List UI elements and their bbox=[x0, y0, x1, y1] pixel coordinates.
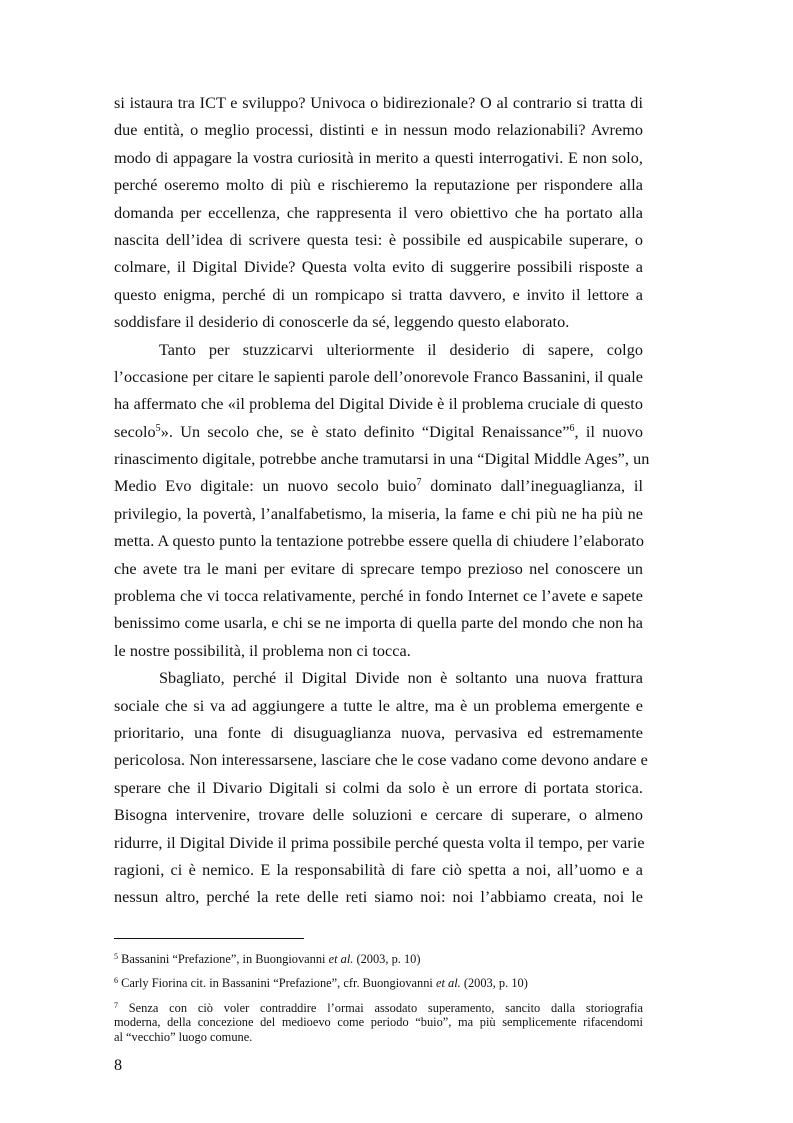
text-line: l’occasione per citare le sapienti parole dell’onorevole Franco Bassanini, il quale bbox=[114, 367, 643, 386]
text-segment: , il nuovo bbox=[574, 422, 643, 441]
text-segment: dominato dall’ineguaglianza, il bbox=[421, 477, 643, 496]
footnote-6 bbox=[114, 976, 643, 990]
footnote-line bbox=[114, 976, 643, 990]
text-line: nascita dell’idea di scrivere questa tesi: è possibile ed auspicabile superare, o bbox=[114, 230, 643, 249]
footnote-5 bbox=[114, 952, 643, 966]
text-line: ridurre, il Digital Divide il prima possibile perché questa volta il tempo, per varie bbox=[114, 833, 645, 852]
footnote-ref-7[interactable]: 7 bbox=[416, 477, 422, 489]
text-line: pericolosa. Non interessarsene, lasciare che le cose vadano come devono andare e bbox=[114, 751, 648, 770]
footnotes bbox=[114, 952, 643, 1044]
footnote-number: 7 bbox=[114, 1000, 118, 1010]
footnote-italic: et al. bbox=[435, 976, 461, 991]
text-line: rinascimento digitale, potrebbe anche tramutarsi in una “Digital Middle Ages”, un bbox=[114, 450, 650, 469]
text-line: ha affermato che «il problema del Digital Divide è il problema cruciale di questo bbox=[114, 395, 643, 414]
text-line: soddisfare il desiderio di conoscerle da sé, leggendo questo elaborato. bbox=[114, 313, 570, 332]
text-line: Bisogna intervenire, trovare delle soluzioni e cercare di superare, o almeno bbox=[114, 806, 643, 825]
text-line: sociale che si va ad aggiungere a tutte le altre, ma è un problema emergente e bbox=[114, 696, 643, 715]
footnote-7 bbox=[114, 1001, 643, 1044]
text-line: problema che vi tocca relativamente, perché in fondo Internet ce l’avete e sapete bbox=[114, 587, 643, 606]
text-segment: secolo bbox=[114, 422, 156, 441]
text-line: si istaura tra ICT e sviluppo? Univoca o bidirezionale? O al contrario si tratta di bbox=[114, 94, 643, 112]
paragraph-3 bbox=[114, 665, 648, 912]
body-text bbox=[114, 90, 650, 912]
text-line: Tanto per stuzzicarvi ulteriormente il desiderio di sapere, colgo bbox=[159, 340, 643, 359]
footnote-separator bbox=[114, 938, 304, 939]
text-line: domanda per eccellenza, che rappresenta il vero obiettivo che ha portato alla bbox=[114, 203, 643, 222]
text-line: benissimo come usarla, e chi se ne importa di quella parte del mondo che non ha bbox=[114, 614, 643, 633]
text-line: colmare, il Digital Divide? Questa volta evito di suggerire possibili risposte a bbox=[114, 258, 643, 277]
footnote-italic: et al. bbox=[328, 952, 354, 966]
text-line: metta. A questo punto la tentazione potrebbe essere quella di chiudere l’elaborato bbox=[114, 532, 645, 551]
paragraph-1 bbox=[114, 90, 643, 337]
text-line bbox=[114, 473, 643, 500]
text-line: prioritario, una fonte di disuguaglianza nuova, pervasiva ed estremamente bbox=[114, 723, 643, 742]
footnote-line bbox=[114, 952, 643, 966]
footnote-text: (2003, p. 10) bbox=[353, 952, 421, 966]
footnote-text: (2003, p. 10) bbox=[460, 976, 528, 991]
footnote-line bbox=[114, 1001, 643, 1015]
text-line: ragioni, ci è nemico. E la responsabilità di fare ciò spetta a noi, all’uomo e a bbox=[114, 860, 643, 879]
footnote-line: moderna, della concezione del medioevo come periodo “buio”, ma più semplicemente rifacendomi bbox=[114, 1015, 643, 1030]
footnote-line: al “vecchio” luogo comune. bbox=[114, 1029, 253, 1044]
footnote-text: Senza con ciò voler contraddire l’ormai assodato superamento, sancito dalla storiografia bbox=[118, 1000, 643, 1015]
text-line: sperare che il Divario Digitali si colmi da solo è un errore di portata storica. bbox=[114, 778, 643, 797]
text-line bbox=[114, 419, 643, 446]
footnote-ref-5[interactable]: 5 bbox=[155, 422, 161, 434]
text-line: privilegio, la povertà, l’analfabetismo, la miseria, la fame e chi più ne ha più ne bbox=[114, 504, 643, 523]
text-line: le nostre possibilità, il problema non ci tocca. bbox=[114, 641, 411, 660]
text-segment: Medio Evo digitale: un nuovo secolo buio bbox=[114, 477, 417, 496]
text-line: questo enigma, perché di un rompicapo si tratta davvero, e invito il lettore a bbox=[114, 285, 643, 304]
text-line: due entità, o meglio processi, distinti e in nessun modo relazionabili? Avremo bbox=[114, 121, 643, 140]
text-line: Sbagliato, perché il Digital Divide non è soltanto una nuova frattura bbox=[159, 669, 643, 688]
footnote-number: 5 bbox=[114, 952, 118, 961]
footnote-text: Carly Fiorina cit. in Bassanini “Prefazione”, cfr. Buongiovanni bbox=[118, 976, 436, 991]
paragraph-2 bbox=[114, 337, 650, 666]
text-segment: ». Un secolo che, se è stato definito “Digital Renaissance” bbox=[160, 422, 570, 441]
footnote-ref-6[interactable]: 6 bbox=[569, 422, 575, 434]
page-number: 8 bbox=[114, 1056, 123, 1074]
text-line: perché oseremo molto di più e rischieremo la reputazione per rispondere alla bbox=[114, 176, 643, 195]
text-line: modo di appagare la vostra curiosità in merito a questi interrogativi. E non solo, bbox=[114, 148, 643, 167]
text-line: che avete tra le mani per evitare di sprecare tempo prezioso nel conoscere un bbox=[114, 559, 643, 578]
text-line: nessun altro, perché la rete delle reti siamo noi: noi l’abbiamo creata, noi le bbox=[114, 888, 643, 907]
footnote-number: 6 bbox=[114, 976, 118, 986]
footnote-text: Bassanini “Prefazione”, in Buongiovanni bbox=[118, 952, 329, 966]
